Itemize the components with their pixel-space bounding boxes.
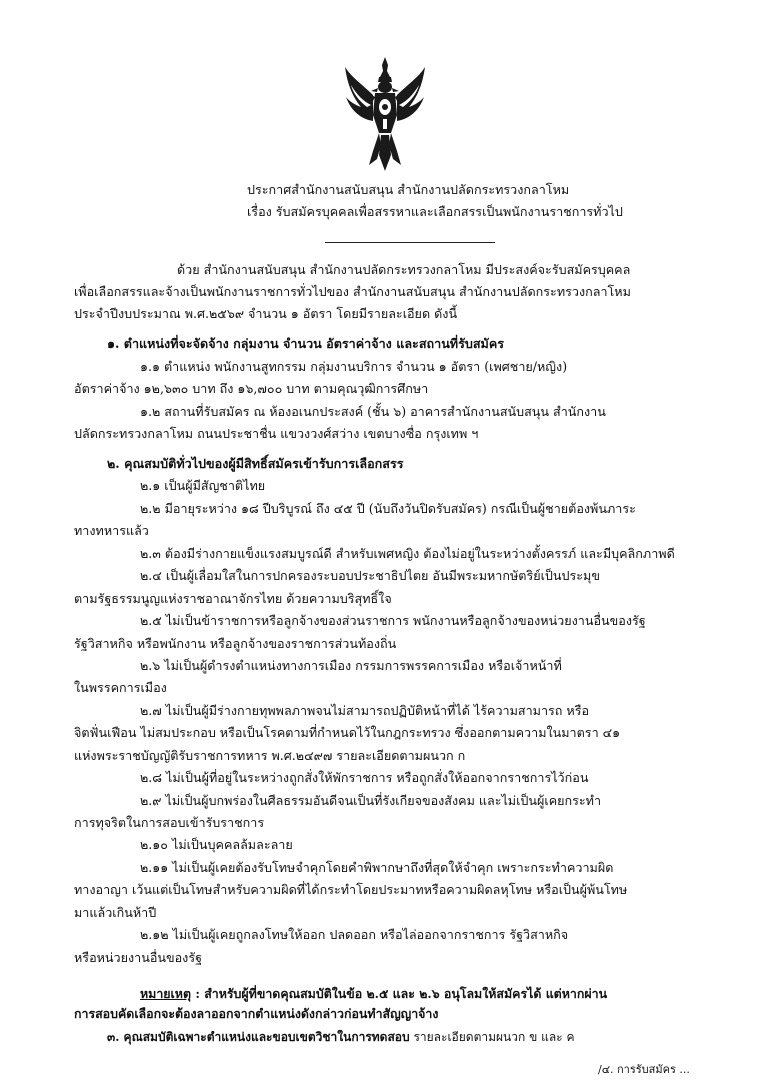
intro-line-3: ประจำปีงบประมาณ พ.ศ.๒๕๖๙ จำนวน ๑ อัตรา โดยมีรายละเอียด ดังนี้ [74,306,458,322]
section-2-line: ๒.๓ ต้องมีร่างกายแข็งแรงสมบูรณ์ดี สำหรับเพศหญิง ต้องไม่อยู่ในระหว่างตั้งครรภ์ และมีบุคลิกภาพดี [140,545,675,561]
section-2-line: จิตฟั่นเฟือน ไม่สมประกอบ หรือเป็นโรคตามที่กำหนดไว้ในกฎกระทรวง ซึ่งออกตามความในมาตรา ๔๑ [74,725,621,741]
section-1-line: ปลัดกระทรวงกลาโหม ถนนประชาชื่น แขวงวงศ์สว่าง เขตบางซื่อ กรุงเทพ ฯ [74,426,479,441]
intro-line-2: เพื่อเลือกสรรและจ้างเป็นพนักงานราชการทั่วไปของ สำนักงานสนับสนุน สำนักงานปลัดกระทรวงกลาโหม [74,283,631,299]
section-2-line: ตามรัฐธรรมนูญแห่งราชอาณาจักรไทย ด้วยความบริสุทธิ์ใจ [74,590,392,606]
announcement-title: ประกาศสำนักงานสนับสนุน สำนักงานปลัดกระทรวงกลาโหม [247,182,570,197]
remark-text: : สำหรับผู้ที่ขาดคุณสมบัติในข้อ ๒.๕ และ ๒.๖ อนุโลมให้สมัครได้ แต่หากผ่าน [191,986,608,1001]
section-1-heading: ๑. ตำแหน่งที่จะจัดจ้าง กลุ่มงาน จำนวน อัตราค่าจ้าง และสถานที่รับสมัคร [107,336,505,352]
section-2-line: ๒.๑ เป็นผู้มีสัญชาติไทย [140,478,266,494]
header-divider [325,242,495,243]
section-3-line [107,1030,574,1045]
remark-line-1 [140,986,607,1001]
section-2-line: ๒.๑๐ ไม่เป็นบุคคลล้มละลาย [140,837,293,853]
section-2-line: ๒.๘ ไม่เป็นผู้ที่อยู่ในระหว่างถูกสั่งให้พักราชการ หรือถูกสั่งให้ออกจากราชการไว้ก่อน [140,770,589,786]
section-2-line: หรือหน่วยงานอื่นของรัฐ [74,949,203,965]
section-1-line: อัตราค่าจ้าง ๑๒,๖๓๐ บาท ถึง ๑๖,๗๐๐ บาท ตามคุณวุฒิการศึกษา [74,381,429,397]
section-2-line: การทุจริตในการสอบเข้ารับราชการ [74,815,265,830]
section-3-text: รายละเอียดตามผนวก ข และ ค [409,1030,575,1044]
section-1-line: ๑.๑ ตำแหน่ง พนักงานสูทกรรม กลุ่มงานบริการ จำนวน ๑ อัตรา (เพศชาย/หญิง) [140,358,568,374]
section-2-line: มาแล้วเกินห้าปี [74,904,157,920]
section-2-line: ๒.๗ ไม่เป็นผู้มีร่างกายทุพพลภาพจนไม่สามารถปฏิบัติหน้าที่ได้ ไร้ความสามารถ หรือ [140,702,590,718]
section-2-heading: ๒. คุณสมบัติทั่วไปของผู้มีสิทธิ์สมัครเข้ารับการเลือกสรร [107,456,404,471]
section-2-line: ทางอาญา เว้นแต่เป็นโทษสำหรับความผิดที่ได้กระทำโดยประมาทหรือความผิดลหุโทษ หรือเป็นผู้พ้นโทษ [74,882,628,898]
section-2-line: ๒.๒ มีอายุระหว่าง ๑๘ ปีบริบูรณ์ ถึง ๔๕ ปี (นับถึงวันปิดรับสมัคร) กรณีเป็นผู้ชายต้องพ้นภาระ [140,500,636,516]
section-2-line: ๒.๖ ไม่เป็นผู้ดำรงตำแหน่งทางการเมือง กรรมการพรรคการเมือง หรือเจ้าหน้าที่ [140,657,562,673]
section-1-line: ๑.๒ สถานที่รับสมัคร ณ ห้องอเนกประสงค์ (ชั้น ๖) อาคารสำนักงานสนับสนุน สำนักงาน [140,403,606,419]
page-continuation: /๔. การรับสมัคร ... [598,1063,690,1076]
section-2-line: ในพรรคการเมือง [74,680,167,696]
section-2-line: ๒.๕ ไม่เป็นข้าราชการหรือลูกจ้างของส่วนราชการ พนักงานหรือลูกจ้างของหน่วยงานอื่นของรัฐ [140,613,646,628]
section-2-line: แห่งพระราชบัญญัติรับราชการทหาร พ.ศ.๒๔๙๗ รายละเอียดตามผนวก ก [74,747,466,763]
intro-line-1: ด้วย สำนักงานสนับสนุน สำนักงานปลัดกระทรวงกลาโหม มีประสงค์จะรับสมัครบุคคล [177,261,631,277]
remark-line-2: การสอบคัดเลือกจะต้องลาออกจากตำแหน่งดังกล่าวก่อนทำสัญญาจ้าง [74,1006,439,1021]
section-2-line: ๒.๑๑ ไม่เป็นผู้เคยต้องรับโทษจำคุกโดยคำพิพากษาถึงที่สุดให้จำคุก เพราะกระทำความผิด [140,859,614,875]
section-3-heading: ๓. คุณสมบัติเฉพาะตำแหน่งและขอบเขตวิชาในการทดสอบ [107,1030,410,1044]
remark-label: หมายเหตุ [140,986,192,1001]
announcement-subject: เรื่อง รับสมัครบุคคลเพื่อสรรหาและเลือกสรรเป็นพนักงานราชการทั่วไป [247,204,623,220]
section-2-line: ทางทหารแล้ว [74,523,149,539]
section-2-line: ๒.๔ เป็นผู้เลื่อมใสในการปกครองระบอบประชาธิปไตย อันมีพระมหากษัตริย์เป็นประมุข [140,568,600,584]
garuda-emblem-icon [343,55,427,173]
section-2-line: ๒.๑๒ ไม่เป็นผู้เคยถูกลงโทษให้ออก ปลดออก หรือไล่ออกจากราชการ รัฐวิสาหกิจ [140,927,569,943]
section-2-line: รัฐวิสาหกิจ หรือพนักงาน หรือลูกจ้างของราชการส่วนท้องถิ่น [74,635,397,651]
section-2-line: ๒.๙ ไม่เป็นผู้บกพร่องในศีลธรรมอันดีจนเป็นที่รังเกียจของสังคม และไม่เป็นผู้เคยกระทำ [140,792,602,808]
